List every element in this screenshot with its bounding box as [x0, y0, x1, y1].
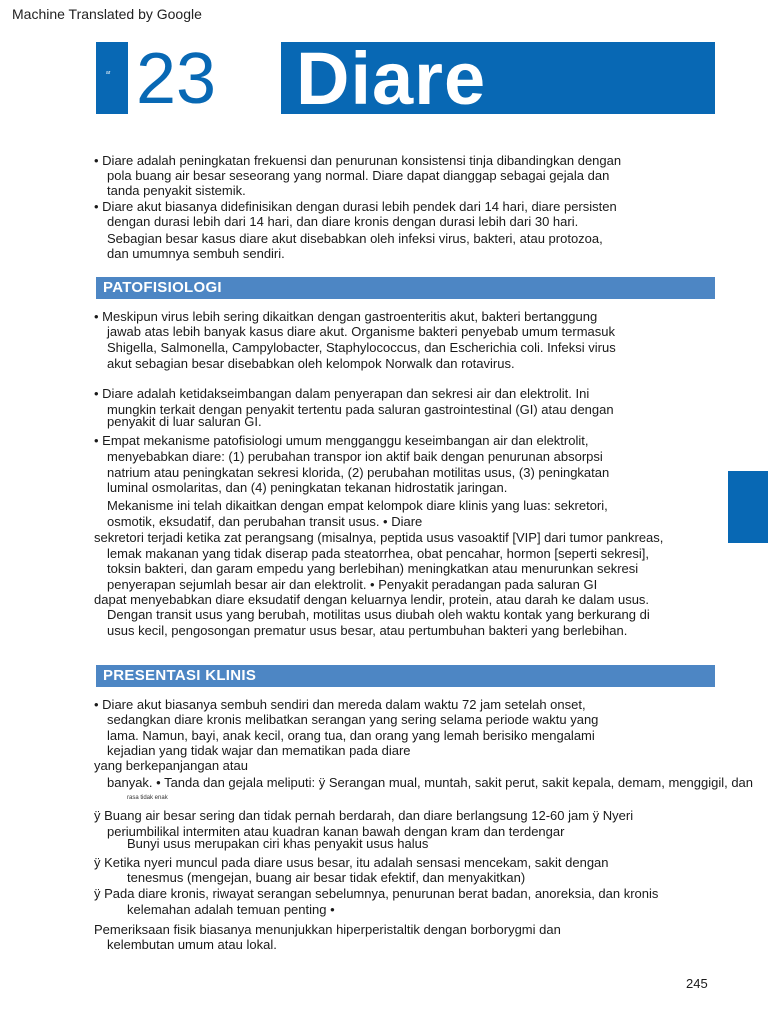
patofisiologi-line: mungkin terkait dengan penyakit tertentu pada saluran gastrointestinal (GI) atau dengan: [107, 402, 614, 417]
section-heading-text: PRESENTASI KLINIS: [103, 667, 257, 684]
patofisiologi-line: Dengan transit usus yang berubah, motilitas usus diubah oleh waktu kontak yang berkurang di: [107, 607, 650, 622]
patofisiologi-line: luminal osmolaritas, dan (4) peningkatan tekanan hidrostatik jaringan.: [107, 480, 508, 495]
presentasi-line: Bunyi usus merupakan ciri khas penyakit usus halus: [127, 836, 429, 851]
presentasi-line: yang berkepanjangan atau: [94, 758, 248, 773]
patofisiologi-line: penyerapan sejumlah besar air dan elektrolit. • Penyakit peradangan pada saluran GI: [107, 577, 598, 592]
patofisiologi-line: osmotik, eksudatif, dan perubahan transit usus. • Diare: [107, 514, 423, 529]
patofisiologi-line: • Empat mekanisme patofisiologi umum mengganggu keseimbangan air dan elektrolit,: [94, 433, 589, 448]
presentasi-line: tenesmus (mengejan, buang air besar tidak efektif, dan menyakitkan): [127, 870, 526, 885]
patofisiologi-line: toksin bakteri, dan garam empedu yang berlebihan) meningkatkan atau menurunkan sekresi: [107, 561, 639, 576]
patofisiologi-line: • Meskipun virus lebih sering dikaitkan dengan gastroenteritis akut, bakteri bertanggung: [94, 309, 598, 324]
chapter-tab-marker: [96, 42, 128, 114]
intro-line: dengan durasi lebih dari 14 hari, dan diare kronis dengan durasi lebih dari 30 hari.: [107, 214, 579, 229]
presentasi-line: • Diare akut biasanya sembuh sendiri dan mereda dalam waktu 72 jam setelah onset,: [94, 697, 586, 712]
presentasi-line: ÿ Buang air besar sering dan tidak pernah berdarah, dan diare berlangsung 12-60 jam ÿ Nyeri: [94, 808, 634, 823]
intro-line: • Diare akut biasanya didefinisikan dengan durasi lebih pendek dari 14 hari, diare persisten: [94, 199, 617, 214]
patofisiologi-line: natrium atau peningkatan sekresi klorida, (2) perubahan motilitas usus, (3) peningkatan: [107, 465, 610, 480]
intro-line: • Diare adalah peningkatan frekuensi dan penurunan konsistensi tinja dibandingkan dengan: [94, 153, 622, 168]
patofisiologi-line: lemak makanan yang tidak diserap pada steatorrhea, obat pencahar, hormon [seperti sekresi],: [107, 546, 649, 561]
presentasi-line: kelemahan adalah temuan penting •: [127, 902, 335, 917]
patofisiologi-line: • Diare adalah ketidakseimbangan dalam penyerapan dan sekresi air dan elektrolit. Ini: [94, 386, 590, 401]
intro-line: tanda penyakit sistemik.: [107, 183, 246, 198]
presentasi-line: kejadian yang tidak wajar dan mematikan pada diare: [107, 743, 411, 758]
side-thumb-tab: [728, 471, 768, 543]
page-number: 245: [686, 976, 708, 991]
patofisiologi-line: menyebabkan diare: (1) perubahan transpor ion aktif baik dengan penurunan absorpsi: [107, 449, 603, 464]
section-heading-presentasi-klinis: [96, 665, 715, 687]
patofisiologi-line: dapat menyebabkan diare eksudatif dengan keluarnya lendir, protein, atau darah ke dalam usus.: [94, 592, 650, 607]
presentasi-line: periumbilikal intermiten atau kuadran kanan bawah dengan kram dan terdengar: [107, 824, 565, 839]
patofisiologi-line: akut sebagian besar disebabkan oleh kelompok Norwalk dan rotavirus.: [107, 356, 515, 371]
patofisiologi-line: Shigella, Salmonella, Campylobacter, Staphylococcus, dan Escherichia coli. Infeksi virus: [107, 340, 616, 355]
chapter-title: Diare: [296, 37, 487, 120]
patofisiologi-line: penyakit di luar saluran GI.: [107, 414, 262, 429]
section-heading-text: PATOFISIOLOGI: [103, 279, 222, 296]
presentasi-line: lama. Namun, bayi, anak kecil, orang tua, dan orang yang lemah berisiko mengalami: [107, 728, 595, 743]
patofisiologi-line: Mekanisme ini telah dikaitkan dengan empat kelompok diare klinis yang luas: sekretori,: [107, 498, 608, 513]
chapter-tab-mark: ar: [106, 70, 111, 76]
presentasi-line: sedangkan diare kronis melibatkan serangan yang sering selama periode waktu yang: [107, 712, 599, 727]
patofisiologi-line: usus kecil, pengosongan prematur usus besar, atau pertumbuhan bakteri yang berlebihan.: [107, 623, 628, 638]
presentasi-line: Pemeriksaan fisik biasanya menunjukkan hiperperistaltik dengan borborygmi dan: [94, 922, 561, 937]
presentasi-line: ÿ Ketika nyeri muncul pada diare usus besar, itu adalah sensasi mencekam, sakit dengan: [94, 855, 609, 870]
intro-line: dan umumnya sembuh sendiri.: [107, 246, 285, 261]
machine-translation-banner: Machine Translated by Google: [12, 6, 202, 22]
patofisiologi-line: jawab atas lebih banyak kasus diare akut. Organisme bakteri penyebab umum termasuk: [107, 324, 615, 339]
section-heading-patofisiologi: [96, 277, 715, 299]
presentasi-line: ÿ Pada diare kronis, riwayat serangan sebelumnya, penurunan berat badan, anoreksia, dan kronis: [94, 886, 659, 901]
patofisiologi-line: sekretori terjadi ketika zat perangsang (misalnya, peptida usus vasoaktif [VIP] dari tumor pankreas,: [94, 530, 664, 545]
chapter-number: 23: [136, 39, 217, 119]
presentasi-small-note: rasa tidak enak: [127, 795, 168, 801]
presentasi-line: kelembutan umum atau lokal.: [107, 937, 277, 952]
intro-line: Sebagian besar kasus diare akut disebabkan oleh infeksi virus, bakteri, atau protozoa,: [107, 231, 603, 246]
presentasi-line: banyak. • Tanda dan gejala meliputi: ÿ Serangan mual, muntah, sakit perut, sakit kepala, demam, menggigil, dan: [107, 775, 754, 790]
intro-line: pola buang air besar seseorang yang normal. Diare dapat dianggap sebagai gejala dan: [107, 168, 610, 183]
